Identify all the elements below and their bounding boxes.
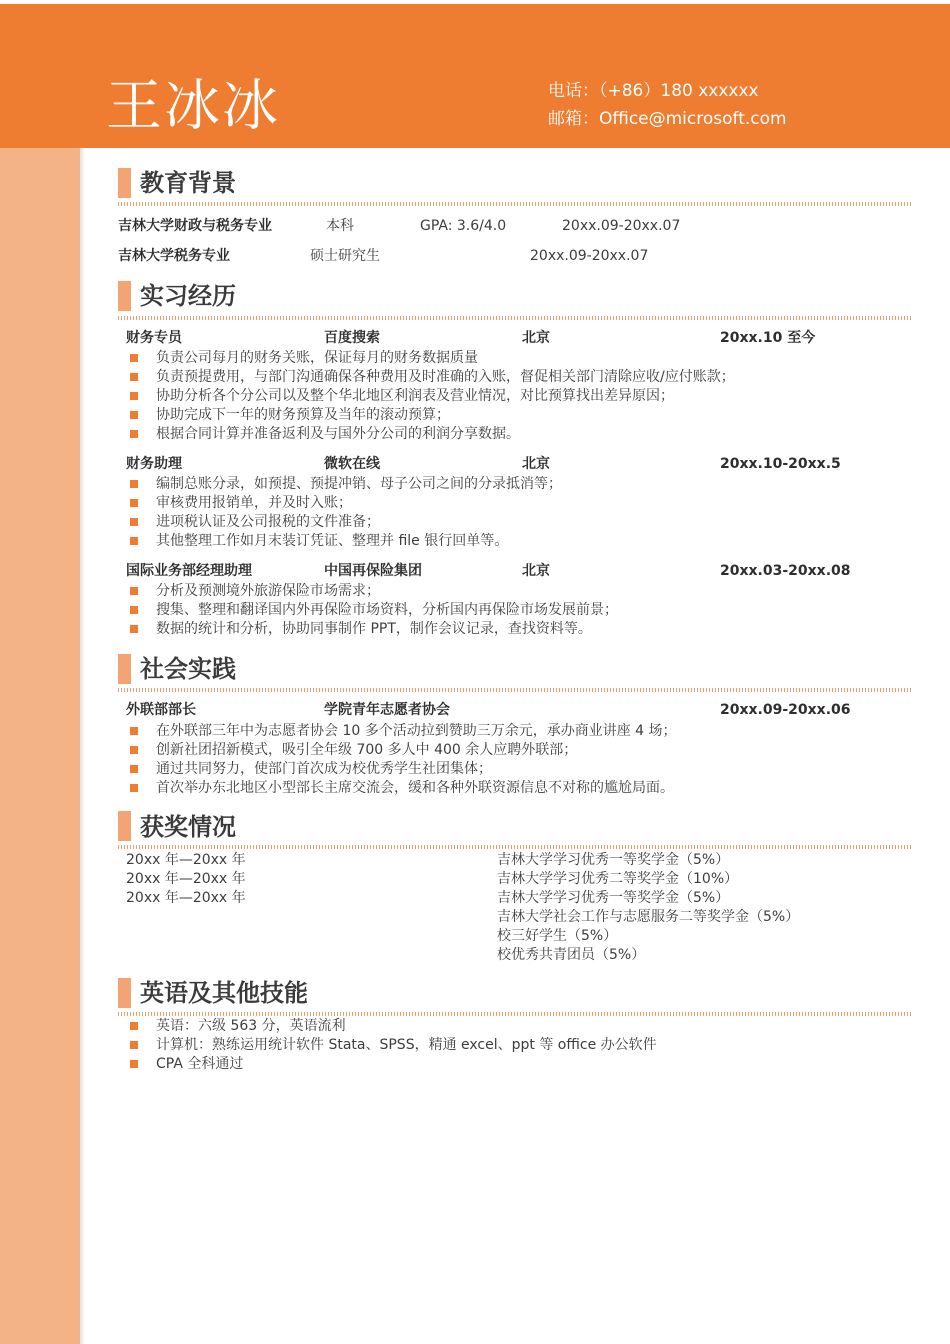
- award-item: 吉林大学学习优秀二等奖学金（10%）: [497, 871, 739, 887]
- bullet-square: [130, 1022, 138, 1030]
- section-marker: [118, 978, 131, 1008]
- bullet-square: [130, 480, 138, 488]
- skill-item: CPA 全科通过: [156, 1056, 244, 1072]
- candidate-name: 王冰冰: [106, 74, 280, 139]
- social-org: 学院青年志愿者协会: [324, 702, 450, 718]
- job-duty: 协助完成下一年的财务预算及当年的滚动预算；: [156, 407, 450, 423]
- award-year: 20xx 年—20xx 年: [126, 890, 246, 906]
- header-top-strip: [0, 0, 950, 4]
- edu-period: 20xx.09-20xx.07: [562, 218, 681, 234]
- edu-school: 吉林大学税务专业: [118, 248, 230, 264]
- bullet-square: [130, 499, 138, 507]
- job-duty: 其他整理工作如月末装订凭证、整理并 file 银行回单等。: [156, 533, 509, 549]
- edu-school: 吉林大学财政与税务专业: [118, 218, 272, 234]
- job-city: 北京: [522, 563, 550, 579]
- section-marker: [118, 281, 131, 311]
- social-item: 通过共同努力，使部门首次成为校优秀学生社团集体；: [156, 761, 492, 777]
- section-title-internship: 实习经历: [140, 282, 236, 310]
- sidebar-shadow: [80, 148, 85, 1344]
- bullet-square: [130, 373, 138, 381]
- social-period: 20xx.09-20xx.06: [720, 702, 851, 718]
- award-item: 校三好学生（5%）: [497, 928, 618, 944]
- social-role: 外联部部长: [126, 702, 196, 718]
- job-city: 北京: [522, 330, 550, 346]
- bullet-square: [130, 1041, 138, 1049]
- skill-item: 英语：六级 563 分，英语流利: [156, 1018, 346, 1034]
- section-title-education: 教育背景: [140, 169, 236, 197]
- job-duty: 进项税认证及公司报税的文件准备；: [156, 514, 380, 530]
- bullet-square: [130, 784, 138, 792]
- edu-period: 20xx.09-20xx.07: [530, 248, 649, 264]
- job-duty: 根据合同计算并准备返利及与国外分公司的利润分享数据。: [156, 426, 520, 442]
- section-title-awards: 获奖情况: [140, 813, 236, 841]
- job-company: 微软在线: [324, 456, 380, 472]
- bullet-square: [130, 537, 138, 545]
- bullet-square: [130, 765, 138, 773]
- bullet-square: [130, 746, 138, 754]
- section-divider: [118, 688, 913, 692]
- bullet-square: [130, 727, 138, 735]
- section-marker: [118, 168, 131, 198]
- section-divider: [118, 845, 913, 849]
- award-year: 20xx 年—20xx 年: [126, 871, 246, 887]
- social-item: 在外联部三年中为志愿者协会 10 多个活动拉到赞助三万余元，承办商业讲座 4 场；: [156, 723, 677, 739]
- bullet-square: [130, 1060, 138, 1068]
- section-marker: [118, 811, 131, 841]
- job-duty: 协助分析各个分公司以及整个华北地区利润表及营业情况，对比预算找出差异原因；: [156, 388, 674, 404]
- job-role: 国际业务部经理助理: [126, 563, 252, 579]
- job-period: 20xx.10 至今: [720, 330, 816, 346]
- bullet-square: [130, 354, 138, 362]
- award-item: 吉林大学学习优秀一等奖学金（5%）: [497, 890, 730, 906]
- bullet-square: [130, 411, 138, 419]
- email-text: 邮箱：Office@microsoft.com: [548, 109, 787, 129]
- job-duty: 数据的统计和分析，协助同事制作 PPT，制作会议记录，查找资料等。: [156, 621, 592, 637]
- job-duty: 搜集、整理和翻译国内外再保险市场资料，分析国内再保险市场发展前景；: [156, 602, 618, 618]
- bullet-square: [130, 606, 138, 614]
- bullet-square: [130, 392, 138, 400]
- job-duty: 分析及预测境外旅游保险市场需求；: [156, 583, 380, 599]
- bullet-square: [130, 430, 138, 438]
- award-item: 吉林大学社会工作与志愿服务二等奖学金（5%）: [497, 909, 800, 925]
- social-item: 创新社团招新模式，吸引全年级 700 多人中 400 余人应聘外联部；: [156, 742, 578, 758]
- sidebar-band: [0, 148, 80, 1344]
- social-item: 首次举办东北地区小型部长主席交流会，缓和各种外联资源信息不对称的尴尬局面。: [156, 780, 674, 796]
- award-item: 校优秀共青团员（5%）: [497, 947, 646, 963]
- skill-item: 计算机：熟练运用统计软件 Stata、SPSS，精通 excel、ppt 等 office 办公软件: [156, 1037, 657, 1053]
- award-year: 20xx 年—20xx 年: [126, 852, 246, 868]
- job-duty: 审核费用报销单，并及时入账；: [156, 495, 352, 511]
- job-duty: 负责预提费用，与部门沟通确保各种费用及时准确的入账，督促相关部门清除应收/应付账款；: [156, 369, 735, 385]
- job-duty: 负责公司每月的财务关账，保证每月的财务数据质量: [156, 350, 478, 366]
- section-divider: [118, 202, 913, 206]
- job-company: 中国再保险集团: [324, 563, 422, 579]
- section-title-skills: 英语及其他技能: [140, 979, 308, 1007]
- job-period: 20xx.10-20xx.5: [720, 456, 841, 472]
- job-city: 北京: [522, 456, 550, 472]
- edu-gpa: GPA: 3.6/4.0: [420, 218, 507, 234]
- bullet-square: [130, 625, 138, 633]
- job-company: 百度搜索: [324, 330, 380, 346]
- job-period: 20xx.03-20xx.08: [720, 563, 851, 579]
- section-divider: [118, 316, 913, 320]
- bullet-square: [130, 518, 138, 526]
- section-marker: [118, 654, 131, 684]
- edu-degree: 硕士研究生: [310, 248, 380, 264]
- job-role: 财务专员: [126, 330, 182, 346]
- award-item: 吉林大学学习优秀一等奖学金（5%）: [497, 852, 730, 868]
- job-duty: 编制总账分录，如预提、预提冲销、母子公司之间的分录抵消等；: [156, 476, 562, 492]
- edu-degree: 本科: [326, 218, 354, 234]
- phone-text: 电话：（+86）180 xxxxxx: [548, 81, 759, 101]
- bullet-square: [130, 587, 138, 595]
- section-title-social: 社会实践: [140, 655, 236, 683]
- job-role: 财务助理: [126, 456, 182, 472]
